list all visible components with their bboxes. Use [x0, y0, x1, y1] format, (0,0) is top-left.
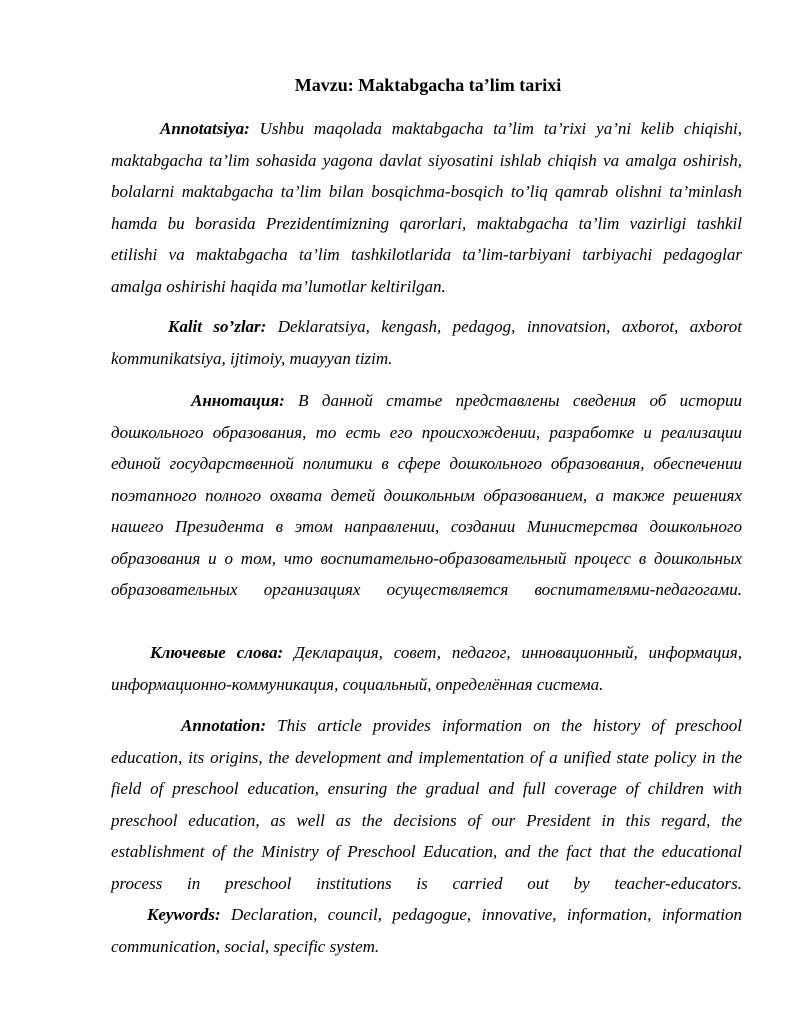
- russian-keywords-label: Ключевые слова:: [150, 643, 284, 662]
- uzbek-keywords-text: Deklaratsiya, kengash, pedagog, innovatsion, axborot, axborot kommunikatsiya, ijtimoiy, muayyan tizim.: [111, 317, 743, 368]
- page-title: Mavzu: Maktabgacha ta’lim tarixi: [294, 75, 562, 95]
- russian-keywords-text: Декларация, совет, педагог, инновационный, информация, информационно-коммуникация, социальный, определённая система.: [111, 643, 742, 694]
- english-keywords-text: Declaration, council, pedagogue, innovative, information, information communication, social, specific system.: [111, 905, 742, 956]
- uzbek-annotation-label: Annotatsiya:: [160, 119, 250, 138]
- english-keywords-paragraph: [111, 899, 742, 962]
- english-annotation-text: This article provides information on the history of preschool education, its origins, the development and implementation of a unified state policy in the field of preschool education, ensuring the gradual and full coverage of children with preschool education, as well as the decisions of our President in this regard, the establishment of the Ministry of Preschool Education, and the fact that the educational process in preschool institutions is carried out by teacher-educators.: [111, 716, 743, 893]
- russian-annotation-text: В данной статье представлены сведения об истории дошкольного образования, то есть его происхождении, разработке и реализации единой государственной политики в сфере дошкольного образования, обеспечении поэтапного полного охвата детей дошкольным образованием, а также решениях нашего Президента в этом направлении, создании Министерства дошкольного образования и о том, что воспитательно-образовательный процесс в дошкольных образовательных организациях осуществляется воспитателями-педагогами.: [111, 391, 742, 599]
- uzbek-annotation-text: Ushbu maqolada maktabgacha ta’lim ta’rixi ya’ni kelib chiqishi, maktabgacha ta’lim sohasida yagona davlat siyosatini ishlab chiqish va amalga oshirish, bolalarni maktabgacha ta’lim bilan bosqichma-bosqich to’liq qamrab olishni ta’minlash hamda bu borasida Prezidentimizning qarorlari, maktabgacha ta’lim vazirligi tashkil etilishi va maktabgacha ta’lim tashkilotlarida ta’lim-tarbiyani tarbiyachi pedagoglar amalga oshirishi haqida ma’lumotlar keltirilgan.: [111, 119, 742, 296]
- russian-keywords-paragraph: [111, 637, 742, 700]
- uzbek-annotation-paragraph: [111, 113, 742, 302]
- russian-annotation-label: Аннотация:: [191, 391, 285, 410]
- english-annotation-label: Annotation:: [181, 716, 267, 735]
- english-annotation-paragraph: [111, 710, 742, 899]
- uzbek-keywords-paragraph: [111, 311, 742, 374]
- uzbek-keywords-label: Kalit so’zlar:: [168, 317, 267, 336]
- russian-annotation-paragraph: [111, 385, 742, 606]
- english-keywords-label: Keywords:: [147, 905, 221, 924]
